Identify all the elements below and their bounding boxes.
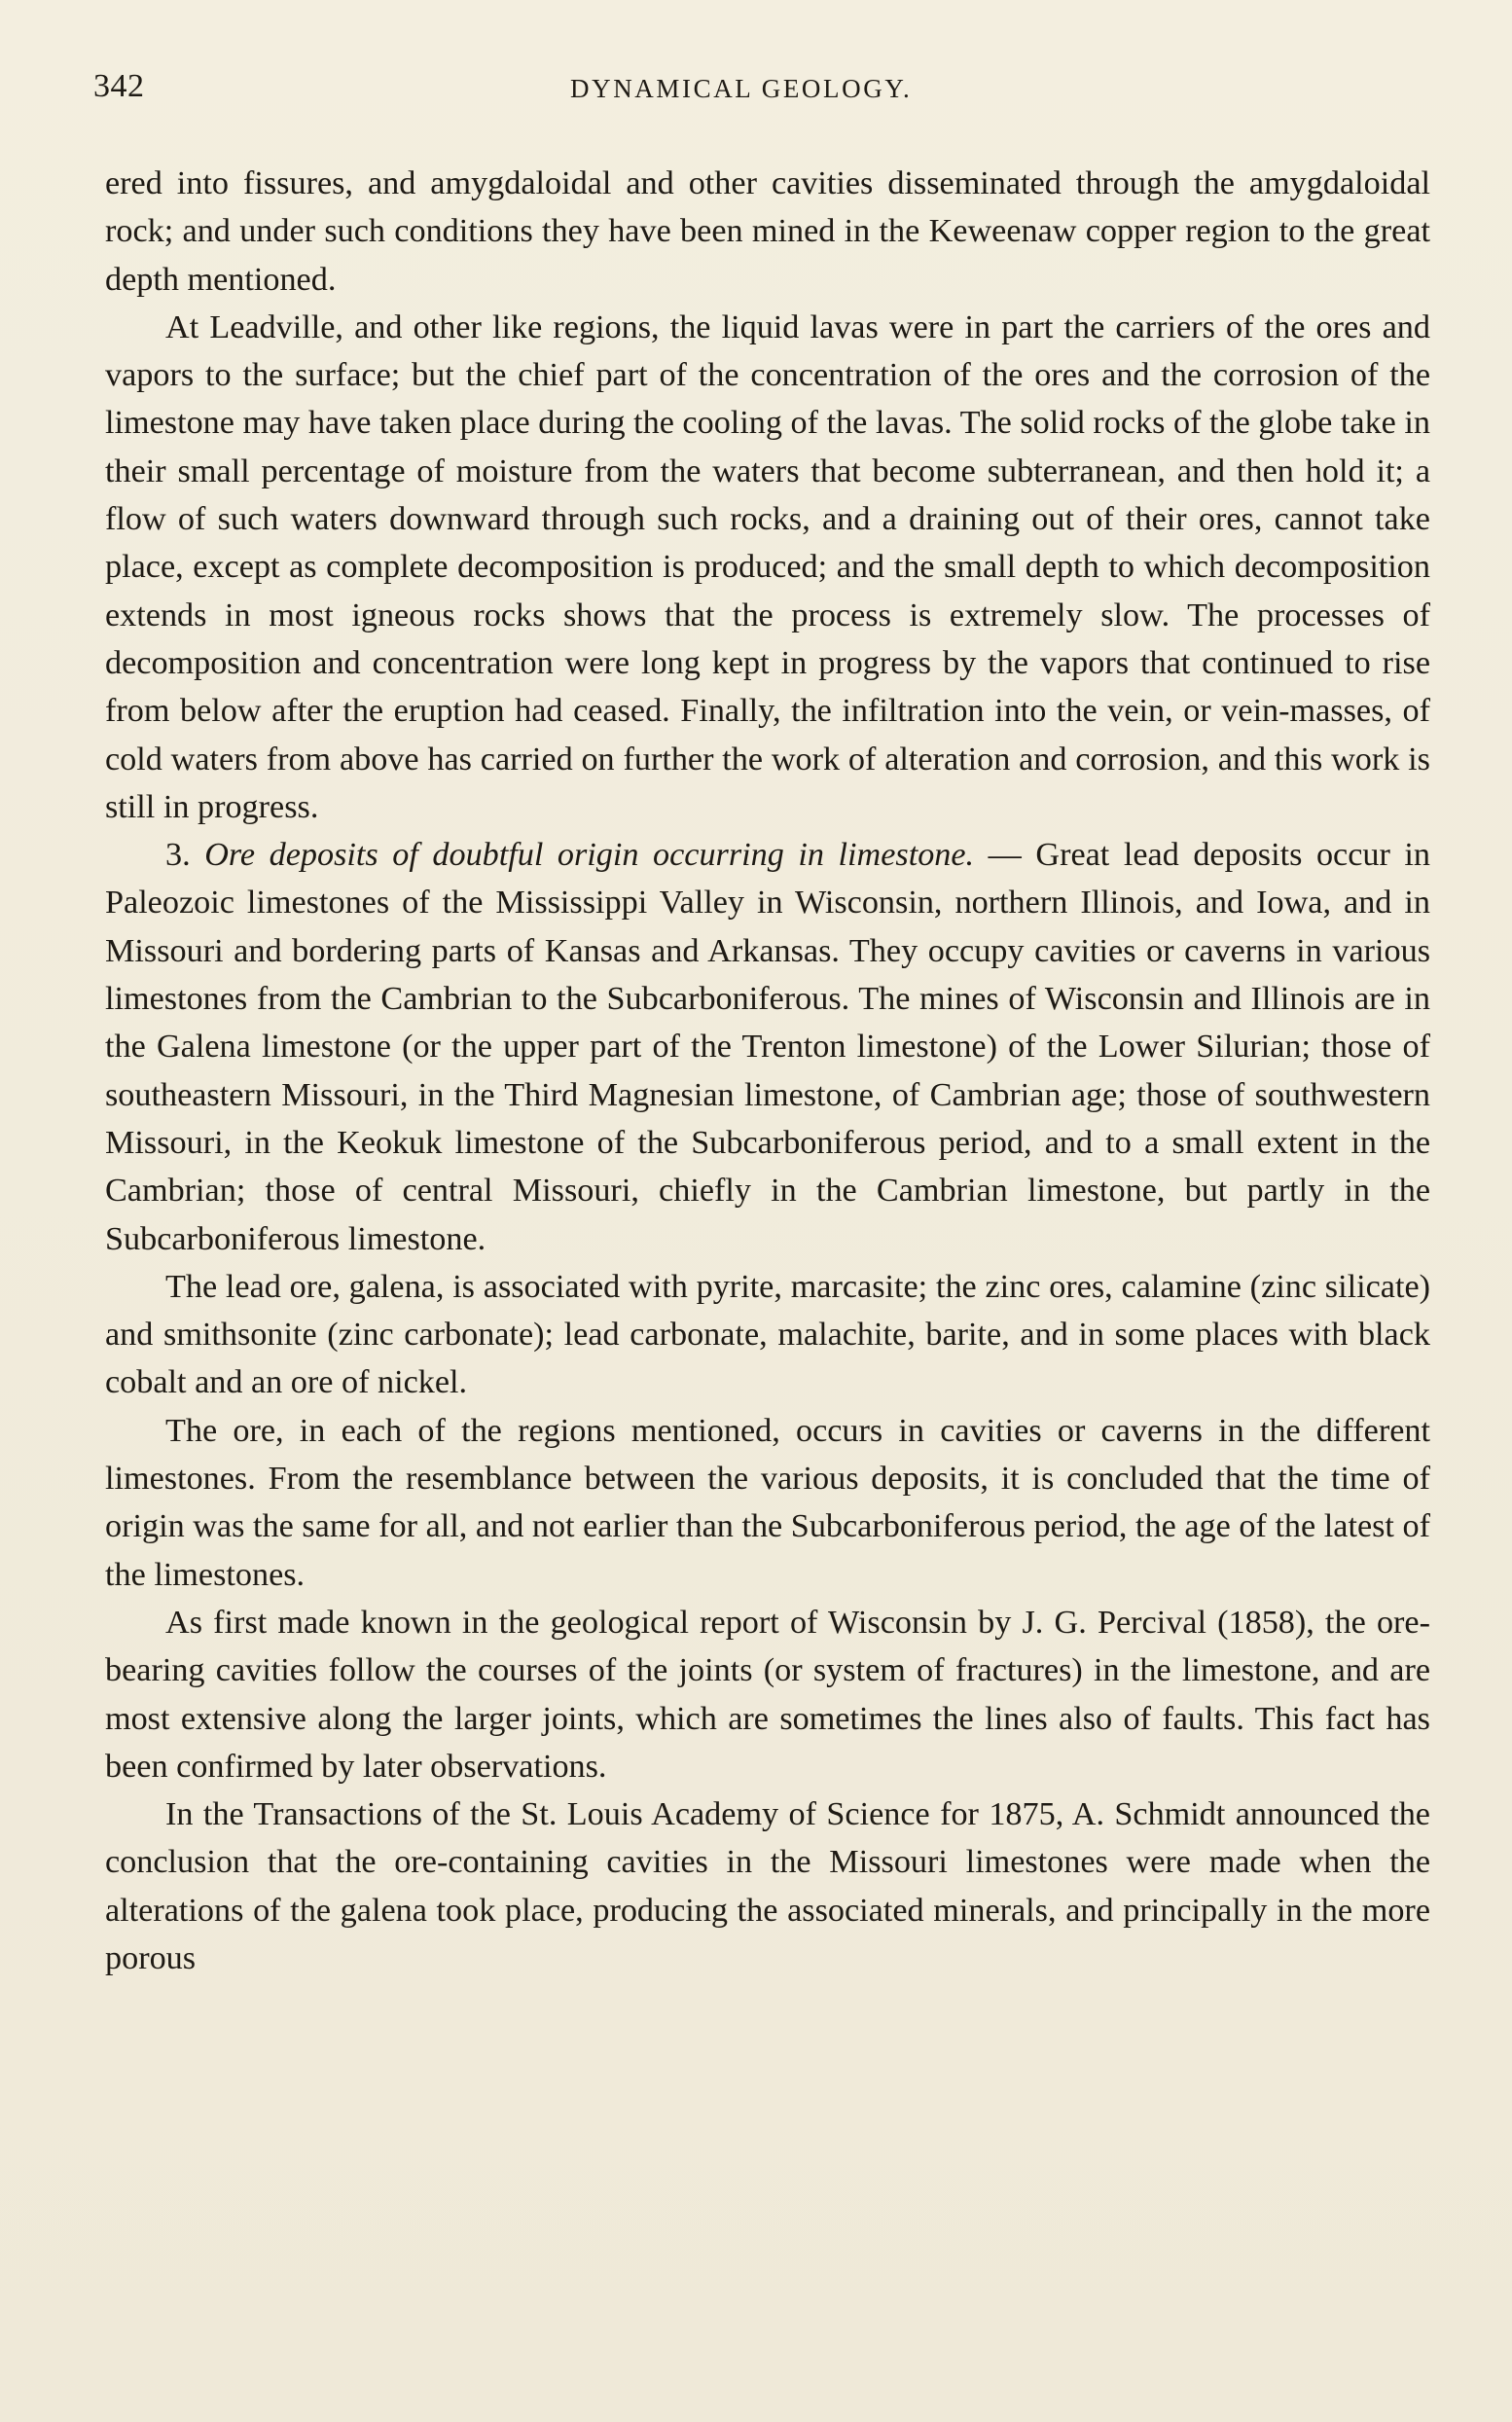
page-number: 342	[93, 68, 145, 104]
paragraph-schmidt: In the Transactions of the St. Louis Academy of Science for 1875, A. Schmidt announced the conclusion that the ore-containing cavities in the Missouri limestones were made when the alterations of the galena took place, producing the associated minerals, and principally in the more porous	[105, 1796, 1430, 1976]
paragraph-ore-deposits-limestone	[105, 831, 1430, 1263]
paragraph-regions: The ore, in each of the regions mentioned, occurs in cavities or caverns in the different limestones. From the resemblance between the various deposits, it is concluded that the time of origin was the same for all, and not earlier than the Subcarboniferous period, the age of the latest of the limestones.	[105, 1412, 1430, 1593]
section-number: 3.	[165, 837, 191, 874]
running-head	[93, 68, 1422, 117]
running-title: DYNAMICAL GEOLOGY.	[570, 74, 913, 103]
paragraph-percival: As first made known in the geological report of Wisconsin by J. G. Percival (1858), the ore-bearing cavities follow the courses of the joints (or system of fractures) in the limestone, and are most extensive along the larger joints, which are sometimes the lines also of faults. This fact has been confirmed by later observations.	[105, 1604, 1430, 1785]
paragraph-leadville: At Leadville, and other like regions, the liquid lavas were in part the carriers of the ores and vapors to the surface; but the chief part of the concentration of the ores and the corrosion of the limestone may have taken place during the cooling of the lavas. The solid rocks of the globe take in their small percentage of moisture from the waters that become subterranean, and then hold it; a flow of such waters downward through such rocks, and a draining out of their ores, cannot take place, except as complete decomposition is produced; and the small depth to which decomposition extends in most igneous rocks shows that the process is extremely slow. The processes of decomposition and concentration were long kept in progress by the vapors that continued to rise from below after the eruption had ceased. Finally, the infiltration into the vein, or vein-masses, of cold waters from above has carried on further the work of alteration and corrosion, and this work is still in progress.	[105, 308, 1430, 825]
paragraph-continuation: ered into fissures, and amygdaloidal and other cavities disseminated through the amygdaloidal rock; and under such conditions they have been mined in the Keweenaw copper region to the great depth mentioned.	[105, 165, 1430, 298]
body-text	[105, 160, 1430, 1982]
paragraph-lead-ore: The lead ore, galena, is associated with pyrite, marcasite; the zinc ores, calamine (zinc silicate) and smithsonite (zinc carbonate); lead carbonate, malachite, barite, and in some places with black cobalt and an ore of nickel.	[105, 1268, 1430, 1401]
section-title: Ore deposits of doubtful origin occurring in limestone.	[204, 837, 975, 874]
section-body: — Great lead deposits occur in Paleozoic limestones of the Mississippi Valley in Wisconsin, northern Illinois, and Iowa, and in Missouri and bordering parts of Kansas and Arkansas. They occupy cavities or caverns in various limestones from the Cambrian to the Subcarboniferous. The mines of Wisconsin and Illinois are in the Galena limestone (or the upper part of the Trenton limestone) of the Lower Silurian; those of southeastern Missouri, in the Third Magnesian limestone, of Cambrian age; those of southwestern Missouri, in the Keokuk limestone of the Subcarboniferous period, and to a small extent in the Cambrian; those of central Missouri, chiefly in the Cambrian limestone, but partly in the Subcarboniferous limestone.	[105, 837, 1431, 1257]
